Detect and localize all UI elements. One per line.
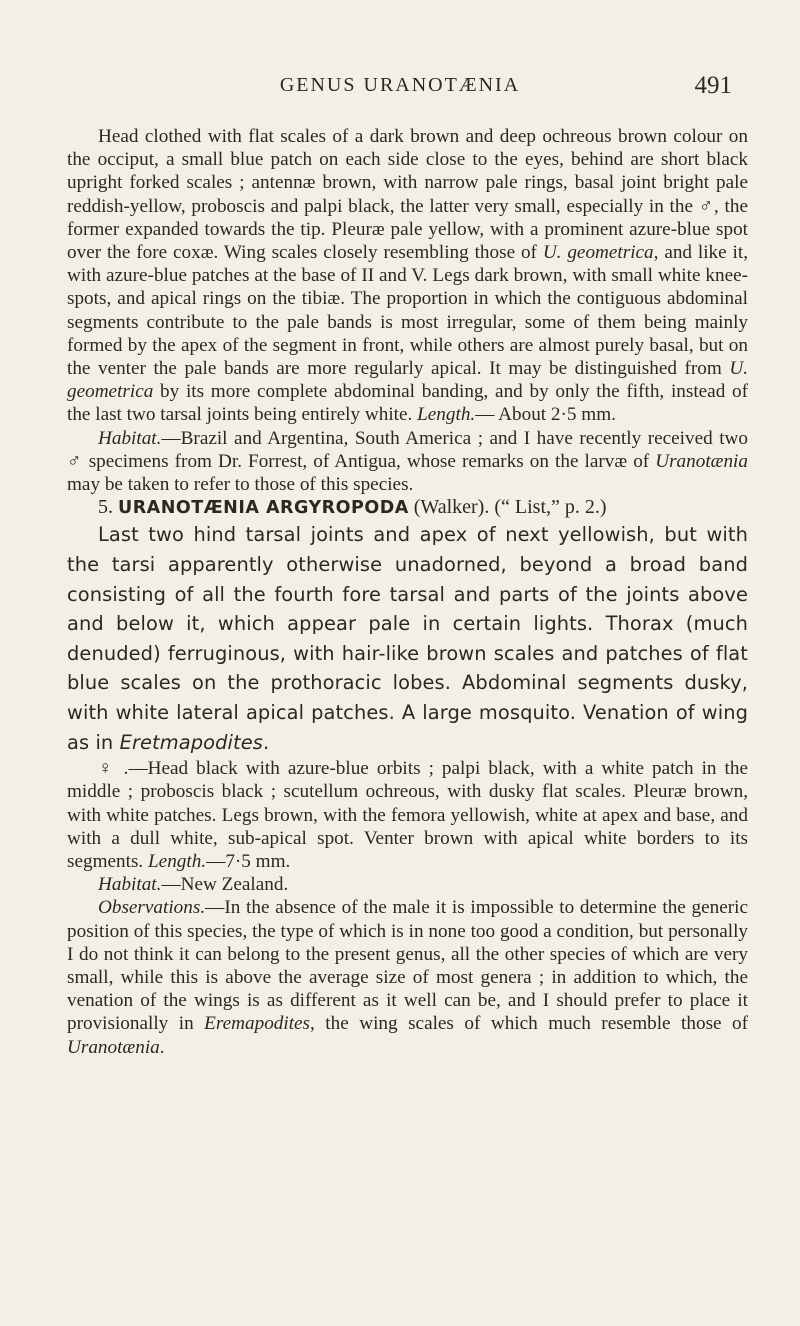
species-author: (Walker).: [413, 496, 490, 519]
paragraph-description: Head clothed with flat scales of a dark brown and deep ochreous brown colour on the occiput, a small blue patch on each side close to the eyes, behind are short black upright forked scales ; antennæ brown, with narrow pale rings, basal joint bright pale reddish-yellow, proboscis and palpi black, the latter very small, especially in the ♂, the former expanded towards the tip. Pleuræ pale yellow, with a prominent azure-blue spot over the fore coxæ. Wing scales closely resembling those of U. geometrica, and like it, with azure-blue patches at the base of II and V. Legs dark brown, with small white knee-spots, and apical rings on the tibiæ. The proportion in which the contiguous abdominal segments contribute to the pale bands is most irregular, some of them being mainly formed by the apex of the segment in front, while others are almost purely basal, but on the venter the pale bands are more regularly apical. It may be distinguished from U. geometrica by its more complete abdominal banding, and by only the fifth, instead of the last two tarsal joints being entirely white. Length.— About 2·5 mm.: [67, 126, 748, 426]
species-name: URANOTÆNIA ARGYROPODA: [118, 498, 409, 519]
paragraph-habitat-2: Habitat.—New Zealand.: [98, 874, 289, 896]
species-heading: [67, 496, 748, 520]
body-text: [67, 125, 748, 1059]
paragraph-female: ♀ .—Head black with azure-blue orbits ; palpi black, with a white patch in the middle ; proboscis black ; scutellum ochreous, with dusky flat scales. Pleuræ brown, with white patches. Legs brown, with the femora yellowish, white at apex and base, and with a dull white, sub-apical spot. Venter brown with apical white borders to its segments. Length.—7·5 mm.: [67, 758, 748, 873]
page-number: 491: [694, 72, 732, 99]
species-number: 5.: [98, 496, 113, 519]
paragraph-original-description: Last two hind tarsal joints and apex of next yellowish, but with the tarsi apparently otherwise unadorned, beyond a broad band consisting of all the fourth fore tarsal and parts of the joints above and below it, which appear pale in certain lights. Thorax (much denuded) ferruginous, with hair-like brown scales and patches of flat blue scales on the prothoracic lobes. Abdominal segments dusky, with white lateral apical patches. A large mosquito. Venation of wing as in Eretmapodites.: [67, 523, 748, 754]
page-header: [0, 72, 800, 102]
species-reference: (“ List,” p. 2.): [494, 496, 607, 519]
paragraph-observations: Observations.—In the absence of the male it is impossible to determine the generic position of this species, the type of which is in none too good a condition, but personally I do not think it can belong to the present genus, all the other species of which are very small, while this is above the average size of most genera ; in addition to which, the venation of the wings is as different as it well can be, and I should prefer to place it provisionally in Eremapodites, the wing scales of which much resemble those of Uranotænia.: [67, 897, 749, 1058]
running-title: GENUS URANOTÆNIA: [279, 74, 521, 96]
paragraph-habitat: Habitat.—Brazil and Argentina, South America ; and I have recently received two ♂ specimens from Dr. Forrest, of Antigua, whose remarks on the larvæ of Uranotænia may be taken to refer to those of this species.: [67, 427, 748, 496]
